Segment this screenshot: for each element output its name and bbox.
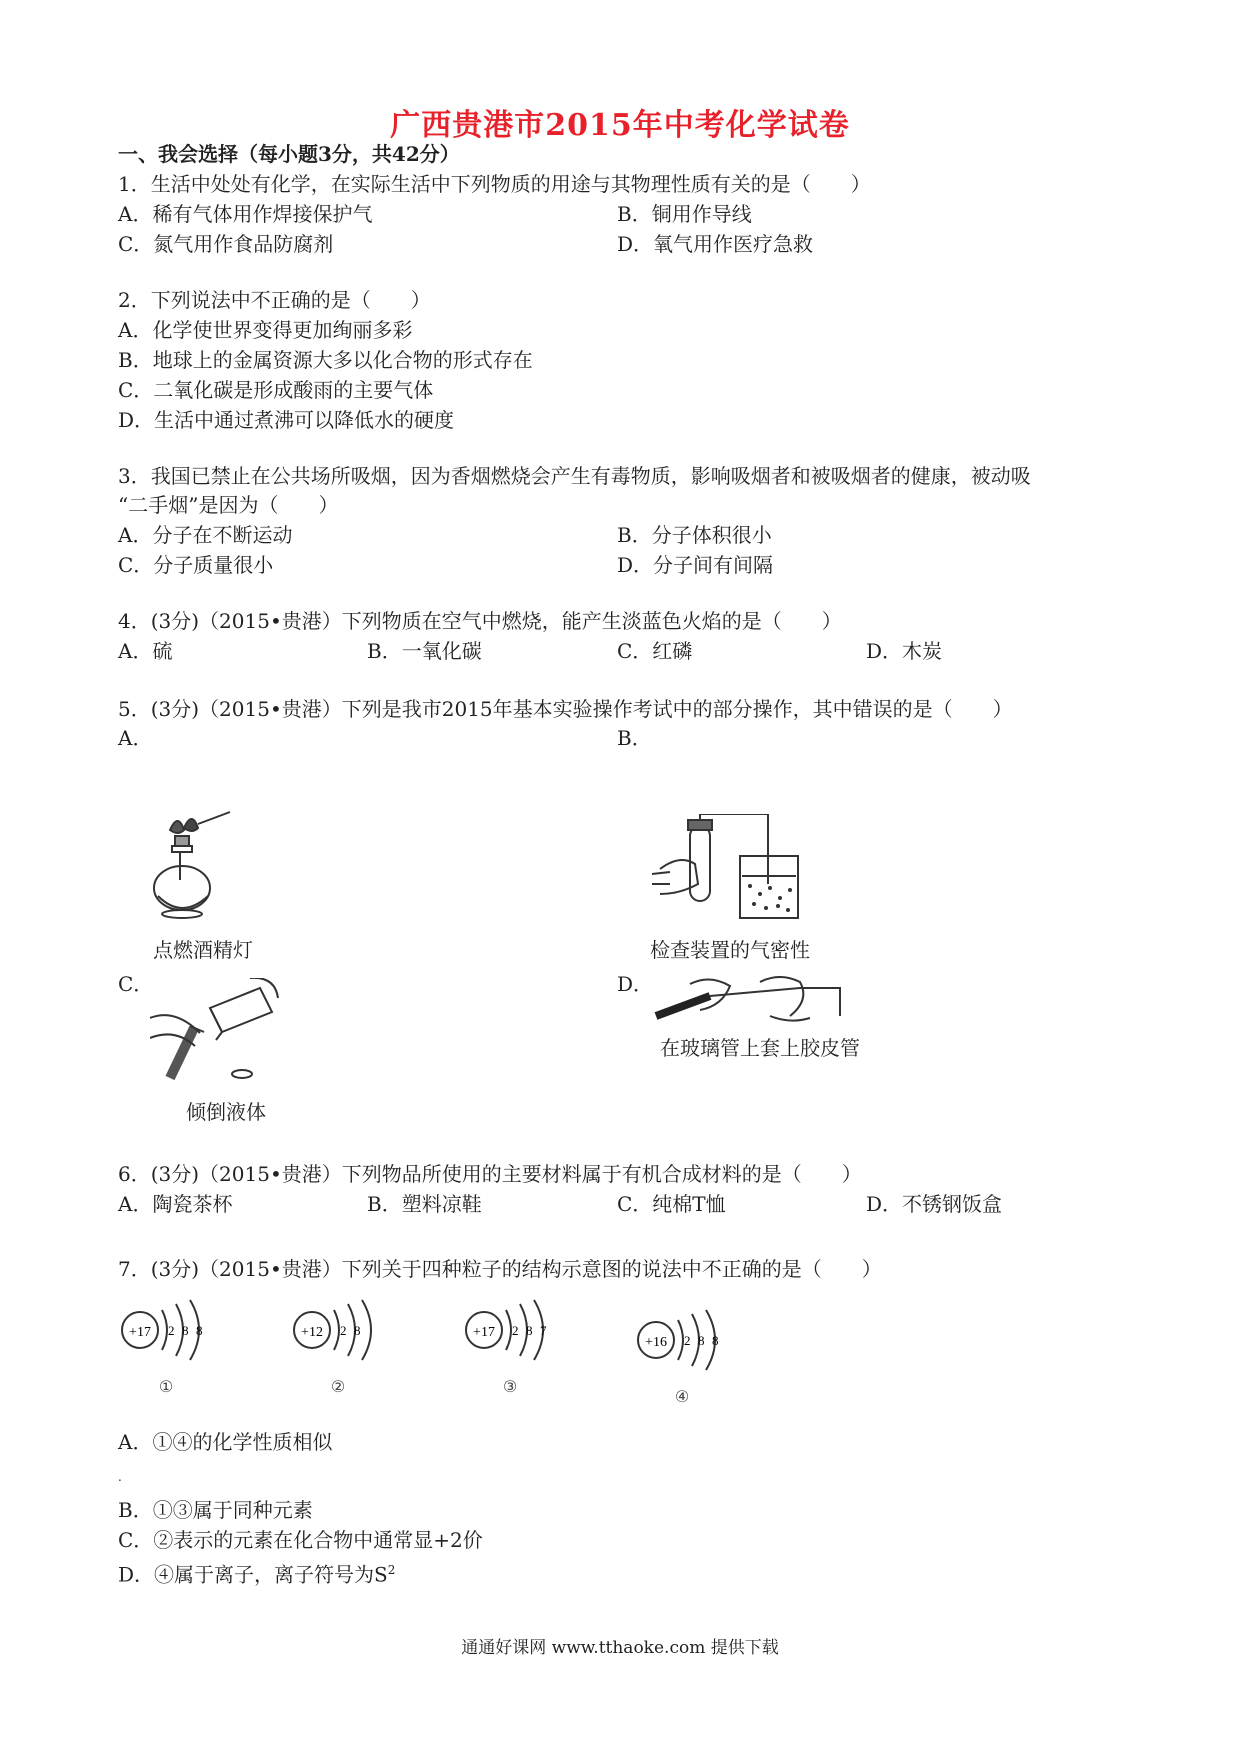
q1-option-d: D．氧气用作医疗急救 — [617, 232, 814, 256]
particle-1-shell-2: 8 — [182, 1323, 189, 1338]
stray-dot: . — [118, 1470, 122, 1484]
q5-figure-d-caption: 在玻璃管上套上胶皮管 — [660, 1036, 860, 1060]
particle-1-shell-3: 8 — [196, 1323, 203, 1338]
q3-option-c: C．分子质量很小 — [118, 553, 274, 577]
q3-option-b: B．分子体积很小 — [617, 523, 772, 547]
particle-2-shell-1: 2 — [340, 1323, 347, 1338]
q5-option-c: C． — [118, 972, 154, 996]
q2-option-b: B．地球上的金属资源大多以化合物的形式存在 — [118, 348, 533, 372]
q7-option-b: B．①③属于同种元素 — [118, 1498, 313, 1522]
particle-1-nucleus: +17 — [129, 1325, 151, 1340]
q6-stem: 6．(3分)（2015•贵港）下列物品所使用的主要材料属于有机合成材料的是（ ） — [118, 1162, 862, 1186]
q3-option-d: D．分子间有间隔 — [617, 553, 774, 577]
particle-3-shell-2: 8 — [526, 1323, 533, 1338]
q7-option-d-text: D．④属于离子，离子符号为S — [118, 1562, 388, 1587]
q5-figure-c-caption: 倾倒液体 — [186, 1100, 266, 1124]
q5-stem: 5．(3分)（2015•贵港）下列是我市2015年基本实验操作考试中的部分操作，其中错误的是（ ） — [118, 697, 1013, 721]
particle-3-nucleus: +17 — [473, 1325, 495, 1340]
pouring-liquid-figure — [150, 978, 280, 1083]
particle-1-shell-1: 2 — [168, 1323, 175, 1338]
particle-diagram-2 — [290, 1296, 400, 1396]
q2-option-a: A．化学使世界变得更加绚丽多彩 — [118, 318, 413, 342]
q7-option-d — [118, 1556, 395, 1589]
particle-2-shell-2: 8 — [354, 1323, 361, 1338]
particle-4-shell-3: 8 — [712, 1333, 719, 1348]
q3-stem-line2: “二手烟”是因为（ ） — [118, 493, 339, 517]
q5-option-b: B． — [617, 726, 652, 750]
q4-option-c: C．红磷 — [617, 639, 693, 663]
q3-option-a: A．分子在不断运动 — [118, 523, 293, 547]
q2-stem: 2．下列说法中不正确的是（ ） — [118, 288, 431, 312]
page-title: 广西贵港市2015年中考化学试卷 — [390, 108, 850, 143]
section-heading: 一、我会选择（每小题3分，共42分） — [118, 142, 460, 166]
q1-option-c: C．氮气用作食品防腐剂 — [118, 232, 334, 256]
q5-figure-a-caption: 点燃酒精灯 — [153, 938, 253, 962]
q1-option-a: A．稀有气体用作焊接保护气 — [118, 202, 373, 226]
airtightness-check-figure — [650, 814, 800, 924]
particle-3-label: ③ — [502, 1377, 518, 1396]
glass-tube-figure — [650, 976, 850, 1031]
q1-option-b: B．铜用作导线 — [617, 202, 752, 226]
q5-option-d: D． — [617, 972, 654, 996]
q7-option-d-superscript: 2 — [387, 1563, 396, 1577]
particle-4-nucleus: +16 — [645, 1335, 667, 1350]
q4-option-b: B．一氧化碳 — [367, 639, 482, 663]
q7-option-c: C．②表示的元素在化合物中通常显+2价 — [118, 1528, 483, 1552]
q2-option-c: C．二氧化碳是形成酸雨的主要气体 — [118, 378, 434, 402]
particle-3-shell-1: 2 — [512, 1323, 519, 1338]
particle-diagram-3 — [462, 1296, 572, 1396]
q7-option-a: A．①④的化学性质相似 — [118, 1430, 333, 1454]
particle-diagram-4 — [634, 1306, 744, 1406]
particle-2-nucleus: +12 — [301, 1325, 323, 1340]
particle-2-label: ② — [330, 1377, 346, 1396]
q3-stem-line1: 3．我国已禁止在公共场所吸烟，因为香烟燃烧会产生有毒物质，影响吸烟者和被吸烟者的健康，被动吸 — [118, 464, 1031, 488]
particle-4-shell-1: 2 — [684, 1333, 691, 1348]
particle-3-shell-3: 7 — [540, 1323, 547, 1338]
particle-1-label: ① — [158, 1377, 174, 1396]
particle-diagram-1 — [118, 1296, 228, 1396]
particle-4-shell-2: 8 — [698, 1333, 705, 1348]
q7-stem: 7．(3分)（2015•贵港）下列关于四种粒子的结构示意图的说法中不正确的是（ ） — [118, 1257, 882, 1281]
q6-option-c: C．纯棉T恤 — [617, 1192, 726, 1216]
q2-option-d: D．生活中通过煮沸可以降低水的硬度 — [118, 408, 455, 432]
q1-stem: 1．生活中处处有化学，在实际生活中下列物质的用途与其物理性质有关的是（ ） — [118, 172, 871, 196]
q6-option-b: B．塑料凉鞋 — [367, 1192, 482, 1216]
q4-stem: 4．(3分)（2015•贵港）下列物质在空气中燃烧，能产生淡蓝色火焰的是（ ） — [118, 609, 842, 633]
q4-option-a: A．硫 — [118, 639, 173, 663]
q6-option-a: A．陶瓷茶杯 — [118, 1192, 233, 1216]
q4-option-d: D．木炭 — [866, 639, 943, 663]
particle-4-label: ④ — [674, 1387, 690, 1406]
q6-option-d: D．不锈钢饭盒 — [866, 1192, 1003, 1216]
alcohol-lamp-figure — [150, 810, 240, 925]
q5-figure-b-caption: 检查装置的气密性 — [650, 938, 810, 962]
footer-credit: 通通好课网 www.tthaoke.com 提供下载 — [461, 1638, 779, 1658]
q5-option-a: A． — [118, 726, 153, 750]
